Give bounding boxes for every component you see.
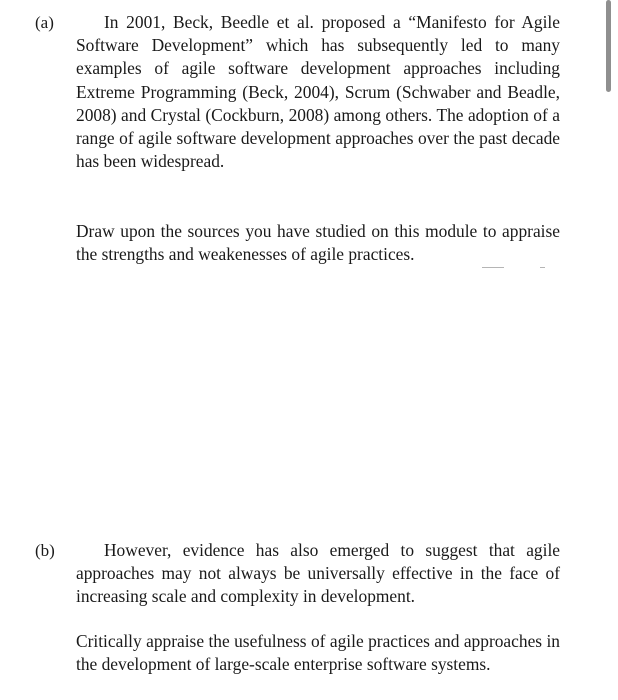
- question-b-task: Critically appraise the usefulness of agile practices and approaches in the development of large-scale enterprise software systems.: [76, 631, 560, 675]
- faint-mark: [540, 267, 545, 268]
- question-b-label: (b): [35, 541, 55, 560]
- question-a-intro: In 2001, Beck, Beedle et al. proposed a “Manifesto for Agile Software Development” which has subsequently led to many examples of agile software development approaches including Extreme Programming (Beck, 2004), Scrum (Schwaber and Beadle, 2008) and Crystal (Cockburn, 2008) among others. The adoption of a range of agile software development approaches over the past decade has been widespread.: [76, 12, 560, 172]
- question-a-label: (a): [35, 13, 54, 32]
- question-b-intro: However, evidence has also emerged to suggest that agile approaches may not always be universally effective in the face of increasing scale and complexity in development.: [76, 540, 560, 607]
- scrollbar-thumb[interactable]: [606, 0, 611, 92]
- question-a-task: Draw upon the sources you have studied on this module to appraise the strengths and weakenesses of agile practices.: [76, 221, 560, 265]
- faint-mark: [482, 267, 504, 268]
